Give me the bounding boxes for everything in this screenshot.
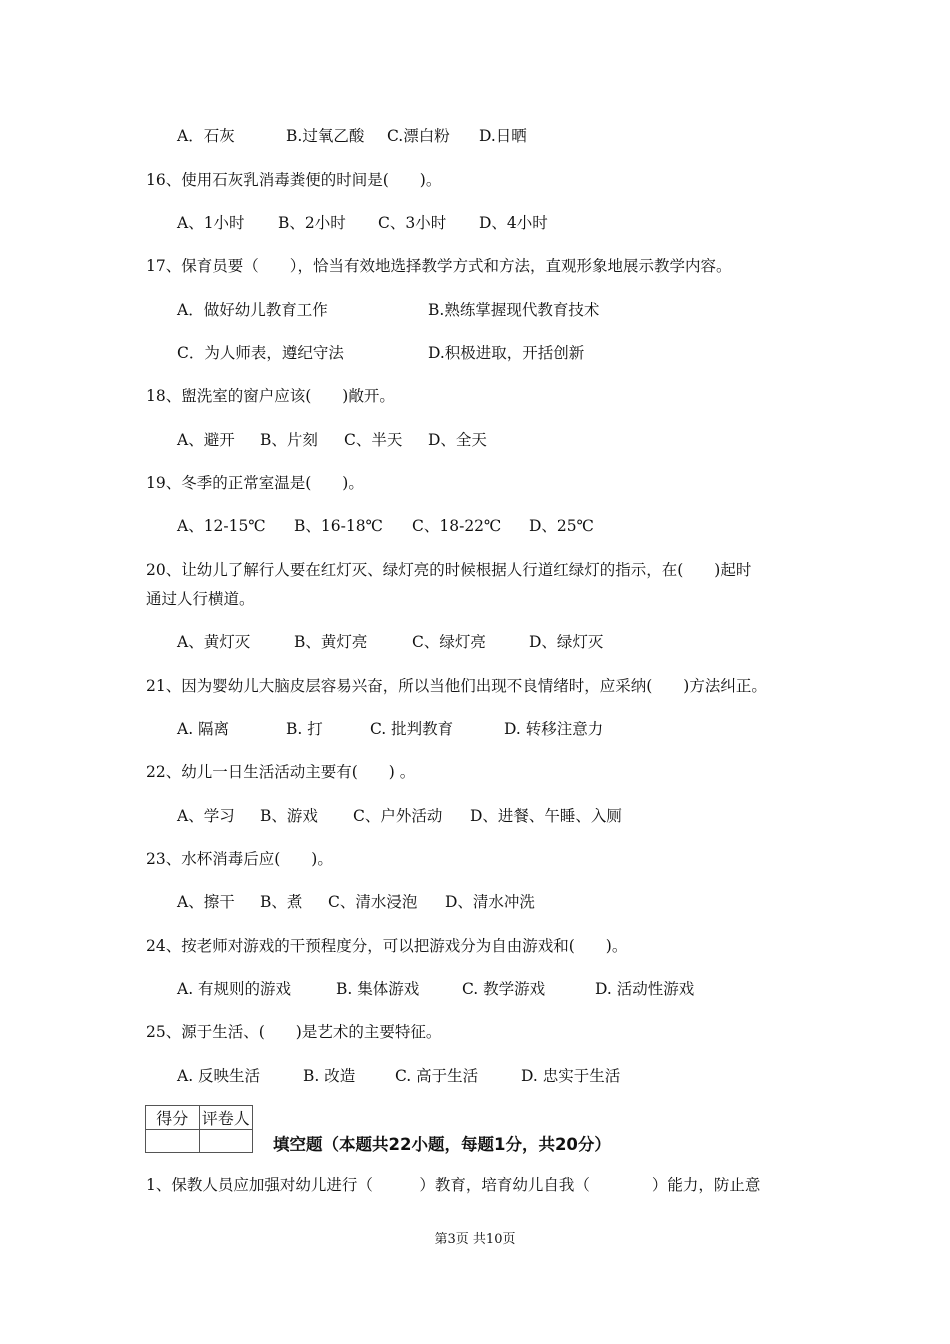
option: B. 集体游戏: [336, 980, 420, 998]
option: C、户外活动: [353, 807, 443, 825]
option: B、黄灯亮: [294, 633, 368, 651]
option: A、擦干: [177, 893, 235, 911]
section-title: 填空题（本题共22小题，每题1分，共20分）: [273, 1135, 611, 1154]
option: C、18-22℃: [412, 517, 502, 535]
option: B、煮: [260, 893, 303, 911]
option: B、2小时: [278, 214, 346, 232]
option: A. 有规则的游戏: [177, 980, 292, 998]
option: D. 活动性游戏: [595, 980, 695, 998]
option: D、全天: [428, 431, 487, 449]
option: D.积极进取，开括创新: [428, 344, 585, 362]
option: D、清水冲洗: [445, 893, 535, 911]
question-stem: 25、源于生活、( )是艺术的主要特征。: [146, 1023, 442, 1041]
option: B、游戏: [260, 807, 318, 825]
page-footer: 第3页 共10页: [434, 1232, 516, 1247]
option: C、清水浸泡: [328, 893, 418, 911]
question-stem: 16、使用石灰乳消毒粪便的时间是( )。: [146, 171, 442, 189]
question-stem: 20、让幼儿了解行人要在红灯灭、绿灯亮的时候根据人行道红绿灯的指示，在( )起时: [146, 561, 752, 579]
option: C. 高于生活: [395, 1067, 479, 1085]
option: C、3小时: [378, 214, 447, 232]
option: D.日晒: [479, 127, 527, 145]
question-stem: 18、盥洗室的窗户应该( )敞开。: [146, 387, 395, 405]
option: A、学习: [177, 807, 235, 825]
option: B.熟练掌握现代教育技术: [428, 301, 600, 319]
question-stem: 23、水杯消毒后应( )。: [146, 850, 333, 868]
option: B. 改造: [303, 1067, 356, 1085]
score-header: 得分: [146, 1106, 200, 1130]
option: C、绿灯亮: [412, 633, 486, 651]
option: A、1小时: [177, 214, 245, 232]
option: C. 批判教育: [370, 720, 454, 738]
option: A. 隔离: [177, 720, 230, 738]
option: D、4小时: [479, 214, 548, 232]
option: A．做好幼儿教育工作: [177, 301, 328, 319]
option: B、16-18℃: [294, 517, 383, 535]
question-stem: 19、冬季的正常室温是( )。: [146, 474, 364, 492]
grader-header: 评卷人: [199, 1106, 253, 1130]
question-stem: 21、因为婴幼儿大脑皮层容易兴奋，所以当他们出现不良情绪时，应采纳( )方法纠正。: [146, 677, 767, 695]
option: C.漂白粉: [387, 127, 450, 145]
option: D、25℃: [529, 517, 594, 535]
option: C. 教学游戏: [462, 980, 546, 998]
option: A. 反映生活: [177, 1067, 261, 1085]
option: D. 忠实于生活: [521, 1067, 621, 1085]
option: A、12-15℃: [177, 517, 266, 535]
grader-cell: [199, 1130, 253, 1153]
question-stem: 17、保育员要（ ），恰当有效地选择教学方式和方法，直观形象地展示教学内容。: [146, 257, 732, 275]
option: A、避开: [177, 431, 235, 449]
score-table: [145, 1105, 253, 1153]
option: D. 转移注意力: [504, 720, 604, 738]
option: C、半天: [344, 431, 403, 449]
option: B、片刻: [260, 431, 318, 449]
score-cell: [146, 1130, 200, 1153]
option: A、黄灯灭: [177, 633, 251, 651]
question-stem-continued: 通过人行横道。: [146, 590, 255, 608]
question-stem: 24、按老师对游戏的干预程度分，可以把游戏分为自由游戏和( )。: [146, 937, 628, 955]
option: D、进餐、午睡、入厕: [470, 807, 622, 825]
question-stem: 22、幼儿一日生活活动主要有( ) 。: [146, 763, 416, 781]
option: C．为人师表，遵纪守法: [177, 344, 344, 362]
option: D、绿灯灭: [529, 633, 604, 651]
option: A．石灰: [177, 127, 235, 145]
option: B. 打: [286, 720, 323, 738]
option: B.过氧乙酸: [286, 127, 365, 145]
question-stem: 1、保教人员应加强对幼儿进行（ ）教育，培育幼儿自我（ ）能力，防止意: [146, 1176, 761, 1194]
